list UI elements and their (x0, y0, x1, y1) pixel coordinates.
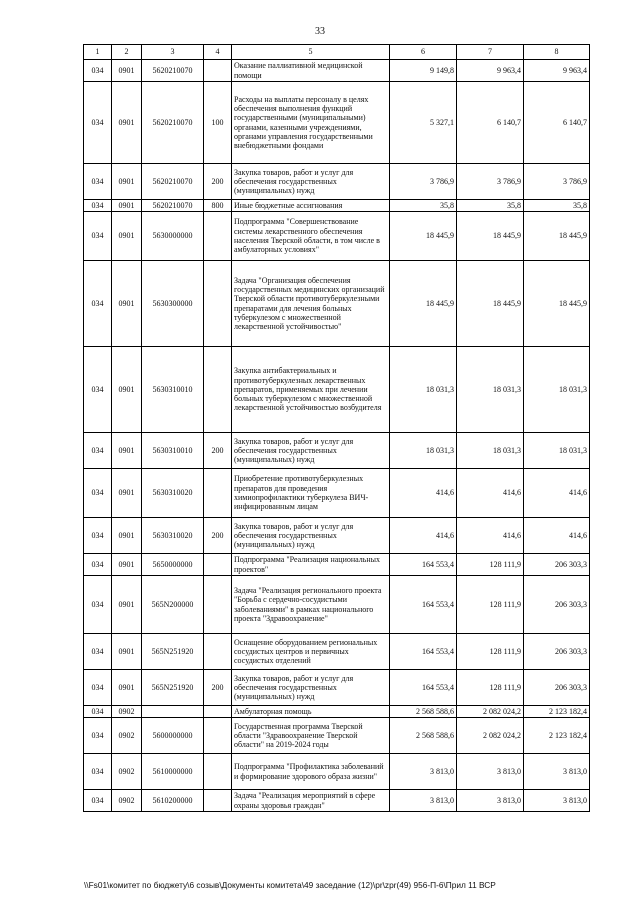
column-header: 8 (524, 45, 590, 60)
expense-type-cell: 200 (204, 164, 232, 200)
target-code-cell: 5620210070 (142, 200, 204, 212)
amount-col6-cell: 18 445,9 (390, 212, 457, 261)
expense-type-cell: 800 (204, 200, 232, 212)
description-cell: Закупка товаров, работ и услуг для обеспечения государственных (муниципальных) нужд (232, 433, 390, 469)
table-row (84, 790, 590, 812)
target-code-cell: 5630310010 (142, 433, 204, 469)
admin-code-cell: 034 (84, 576, 112, 634)
column-header: 3 (142, 45, 204, 60)
admin-code-cell: 034 (84, 554, 112, 576)
expense-type-cell (204, 576, 232, 634)
description-cell: Задача "Организация обеспечения государственных медицинских организаций Тверской области противотуберкулезными препаратами для лечения больных туберкулезом с множественной лекарственной устойчивостью" (232, 261, 390, 347)
section-code-cell: 0901 (112, 634, 142, 670)
admin-code-cell: 034 (84, 347, 112, 433)
target-code-cell: 565N251920 (142, 670, 204, 706)
amount-col7-cell: 18 031,3 (457, 433, 524, 469)
table-row (84, 576, 590, 634)
amount-col8-cell: 414,6 (524, 518, 590, 554)
target-code-cell: 5610200000 (142, 790, 204, 812)
admin-code-cell: 034 (84, 634, 112, 670)
description-cell: Закупка товаров, работ и услуг для обеспечения государственных (муниципальных) нужд (232, 670, 390, 706)
page-number: 33 (315, 26, 325, 37)
table-row (84, 670, 590, 706)
description-cell: Амбулаторная помощь (232, 706, 390, 718)
column-header: 6 (390, 45, 457, 60)
description-cell: Закупка товаров, работ и услуг для обеспечения государственных (муниципальных) нужд (232, 164, 390, 200)
expense-type-cell (204, 554, 232, 576)
target-code-cell (142, 706, 204, 718)
amount-col7-cell: 9 963,4 (457, 60, 524, 82)
admin-code-cell: 034 (84, 164, 112, 200)
target-code-cell: 5620210070 (142, 60, 204, 82)
amount-col7-cell: 18 031,3 (457, 347, 524, 433)
amount-col8-cell: 35,8 (524, 200, 590, 212)
target-code-cell: 5620210070 (142, 82, 204, 164)
table-header-row (84, 45, 590, 60)
section-code-cell: 0901 (112, 469, 142, 518)
section-code-cell: 0901 (112, 164, 142, 200)
table-row (84, 554, 590, 576)
amount-col6-cell: 3 813,0 (390, 790, 457, 812)
table-row (84, 718, 590, 754)
section-code-cell: 0901 (112, 576, 142, 634)
amount-col7-cell: 128 111,9 (457, 554, 524, 576)
amount-col8-cell: 206 303,3 (524, 670, 590, 706)
section-code-cell: 0902 (112, 790, 142, 812)
target-code-cell: 5630310010 (142, 347, 204, 433)
amount-col8-cell: 3 813,0 (524, 754, 590, 790)
amount-col7-cell: 3 813,0 (457, 790, 524, 812)
admin-code-cell: 034 (84, 433, 112, 469)
table-row (84, 200, 590, 212)
target-code-cell: 565N200000 (142, 576, 204, 634)
amount-col8-cell: 2 123 182,4 (524, 706, 590, 718)
section-code-cell: 0902 (112, 754, 142, 790)
amount-col7-cell: 35,8 (457, 200, 524, 212)
description-cell: Подпрограмма "Профилактика заболеваний и формирование здорового образа жизни" (232, 754, 390, 790)
table-row (84, 347, 590, 433)
admin-code-cell: 034 (84, 200, 112, 212)
section-code-cell: 0902 (112, 706, 142, 718)
expense-type-cell (204, 634, 232, 670)
expense-type-cell (204, 706, 232, 718)
admin-code-cell: 034 (84, 82, 112, 164)
description-cell: Оказание паллиативной медицинской помощи (232, 60, 390, 82)
description-cell: Подпрограмма "Реализация национальных проектов" (232, 554, 390, 576)
amount-col7-cell: 128 111,9 (457, 634, 524, 670)
description-cell: Закупка товаров, работ и услуг для обеспечения государственных (муниципальных) нужд (232, 518, 390, 554)
description-cell: Государственная программа Тверской области "Здравоохранение Тверской области" на 2019-2024 годы (232, 718, 390, 754)
amount-col6-cell: 18 031,3 (390, 433, 457, 469)
target-code-cell: 5610000000 (142, 754, 204, 790)
admin-code-cell: 034 (84, 212, 112, 261)
table-row (84, 82, 590, 164)
target-code-cell: 5600000000 (142, 718, 204, 754)
target-code-cell: 5630300000 (142, 261, 204, 347)
amount-col7-cell: 6 140,7 (457, 82, 524, 164)
description-cell: Приобретение противотуберкулезных препаратов для проведения химиопрофилактики туберкулеза ВИЧ-инфицированным лицам (232, 469, 390, 518)
expense-type-cell: 200 (204, 518, 232, 554)
target-code-cell: 5620210070 (142, 164, 204, 200)
target-code-cell: 5630310020 (142, 469, 204, 518)
table-row (84, 706, 590, 718)
admin-code-cell: 034 (84, 518, 112, 554)
section-code-cell: 0901 (112, 347, 142, 433)
description-cell: Задача "Реализация мероприятий в сфере охраны здоровья граждан" (232, 790, 390, 812)
section-code-cell: 0901 (112, 212, 142, 261)
description-cell: Закупка антибактериальных и противотуберкулезных лекарственных препаратов, применяемых при лечении больных туберкулезом с множественной лекарственной устойчивостью возбудителя (232, 347, 390, 433)
table-row (84, 754, 590, 790)
column-header: 1 (84, 45, 112, 60)
description-cell: Подпрограмма "Совершенствование системы лекарственного обеспечения населения Тверской области, в том числе в амбулаторных условиях" (232, 212, 390, 261)
section-code-cell: 0902 (112, 718, 142, 754)
description-cell: Расходы на выплаты персоналу в целях обеспечения выполнения функций государственными (муниципальными) органами, казенными учреждениями, органами управления государственными внебюджетными фондами (232, 82, 390, 164)
expense-type-cell: 200 (204, 433, 232, 469)
target-code-cell: 565N251920 (142, 634, 204, 670)
section-code-cell: 0901 (112, 670, 142, 706)
amount-col7-cell: 18 445,9 (457, 212, 524, 261)
admin-code-cell: 034 (84, 60, 112, 82)
section-code-cell: 0901 (112, 433, 142, 469)
expense-type-cell (204, 469, 232, 518)
amount-col6-cell: 164 553,4 (390, 554, 457, 576)
amount-col7-cell: 3 786,9 (457, 164, 524, 200)
table-row (84, 60, 590, 82)
amount-col6-cell: 2 568 588,6 (390, 706, 457, 718)
section-code-cell: 0901 (112, 82, 142, 164)
amount-col8-cell: 18 445,9 (524, 212, 590, 261)
section-code-cell: 0901 (112, 554, 142, 576)
expense-type-cell: 100 (204, 82, 232, 164)
description-cell: Оснащение оборудованием региональных сосудистых центров и первичных сосудистых отделений (232, 634, 390, 670)
budget-table (83, 44, 590, 812)
admin-code-cell: 034 (84, 469, 112, 518)
section-code-cell: 0901 (112, 261, 142, 347)
table-row (84, 433, 590, 469)
amount-col7-cell: 128 111,9 (457, 576, 524, 634)
amount-col8-cell: 6 140,7 (524, 82, 590, 164)
amount-col6-cell: 3 786,9 (390, 164, 457, 200)
amount-col7-cell: 128 111,9 (457, 670, 524, 706)
amount-col7-cell: 414,6 (457, 518, 524, 554)
column-header: 2 (112, 45, 142, 60)
expense-type-cell (204, 212, 232, 261)
amount-col6-cell: 3 813,0 (390, 754, 457, 790)
table-row (84, 212, 590, 261)
amount-col8-cell: 3 786,9 (524, 164, 590, 200)
amount-col8-cell: 206 303,3 (524, 634, 590, 670)
expense-type-cell: 200 (204, 670, 232, 706)
amount-col8-cell: 18 031,3 (524, 433, 590, 469)
table-row (84, 518, 590, 554)
amount-col7-cell: 2 082 024,2 (457, 706, 524, 718)
table-row (84, 634, 590, 670)
admin-code-cell: 034 (84, 754, 112, 790)
amount-col6-cell: 18 445,9 (390, 261, 457, 347)
column-header: 5 (232, 45, 390, 60)
amount-col8-cell: 2 123 182,4 (524, 718, 590, 754)
target-code-cell: 5630310020 (142, 518, 204, 554)
table-row (84, 261, 590, 347)
amount-col8-cell: 414,6 (524, 469, 590, 518)
table-body (84, 60, 590, 812)
amount-col8-cell: 18 031,3 (524, 347, 590, 433)
expense-type-cell (204, 754, 232, 790)
amount-col6-cell: 9 149,8 (390, 60, 457, 82)
amount-col6-cell: 164 553,4 (390, 576, 457, 634)
amount-col6-cell: 35,8 (390, 200, 457, 212)
target-code-cell: 5630000000 (142, 212, 204, 261)
description-cell: Иные бюджетные ассигнования (232, 200, 390, 212)
admin-code-cell: 034 (84, 261, 112, 347)
amount-col8-cell: 206 303,3 (524, 576, 590, 634)
amount-col6-cell: 164 553,4 (390, 670, 457, 706)
amount-col6-cell: 2 568 588,6 (390, 718, 457, 754)
amount-col6-cell: 5 327,1 (390, 82, 457, 164)
amount-col6-cell: 414,6 (390, 469, 457, 518)
description-cell: Задача "Реализация регионального проекта "Борьба с сердечно-сосудистыми заболеваниями" в рамках национального проекта "Здравоохранение" (232, 576, 390, 634)
target-code-cell: 5650000000 (142, 554, 204, 576)
amount-col7-cell: 3 813,0 (457, 754, 524, 790)
section-code-cell: 0901 (112, 518, 142, 554)
expense-type-cell (204, 790, 232, 812)
section-code-cell: 0901 (112, 60, 142, 82)
amount-col7-cell: 414,6 (457, 469, 524, 518)
amount-col7-cell: 18 445,9 (457, 261, 524, 347)
column-header: 7 (457, 45, 524, 60)
section-code-cell: 0901 (112, 200, 142, 212)
amount-col6-cell: 18 031,3 (390, 347, 457, 433)
table-row (84, 164, 590, 200)
expense-type-cell (204, 347, 232, 433)
admin-code-cell: 034 (84, 670, 112, 706)
amount-col8-cell: 18 445,9 (524, 261, 590, 347)
admin-code-cell: 034 (84, 790, 112, 812)
table-row (84, 469, 590, 518)
amount-col8-cell: 9 963,4 (524, 60, 590, 82)
budget-table-container (83, 44, 589, 812)
amount-col7-cell: 2 082 024,2 (457, 718, 524, 754)
amount-col6-cell: 414,6 (390, 518, 457, 554)
admin-code-cell: 034 (84, 706, 112, 718)
admin-code-cell: 034 (84, 718, 112, 754)
amount-col8-cell: 206 303,3 (524, 554, 590, 576)
expense-type-cell (204, 718, 232, 754)
footer-file-path: \\Fs01\комитет по бюджету\6 созыв\Документы комитета\49 заседание (12)\pr\zpr(49) 956-П-6\Прил 11 ВСР (84, 880, 496, 890)
expense-type-cell (204, 60, 232, 82)
column-header: 4 (204, 45, 232, 60)
expense-type-cell (204, 261, 232, 347)
amount-col6-cell: 164 553,4 (390, 634, 457, 670)
amount-col8-cell: 3 813,0 (524, 790, 590, 812)
